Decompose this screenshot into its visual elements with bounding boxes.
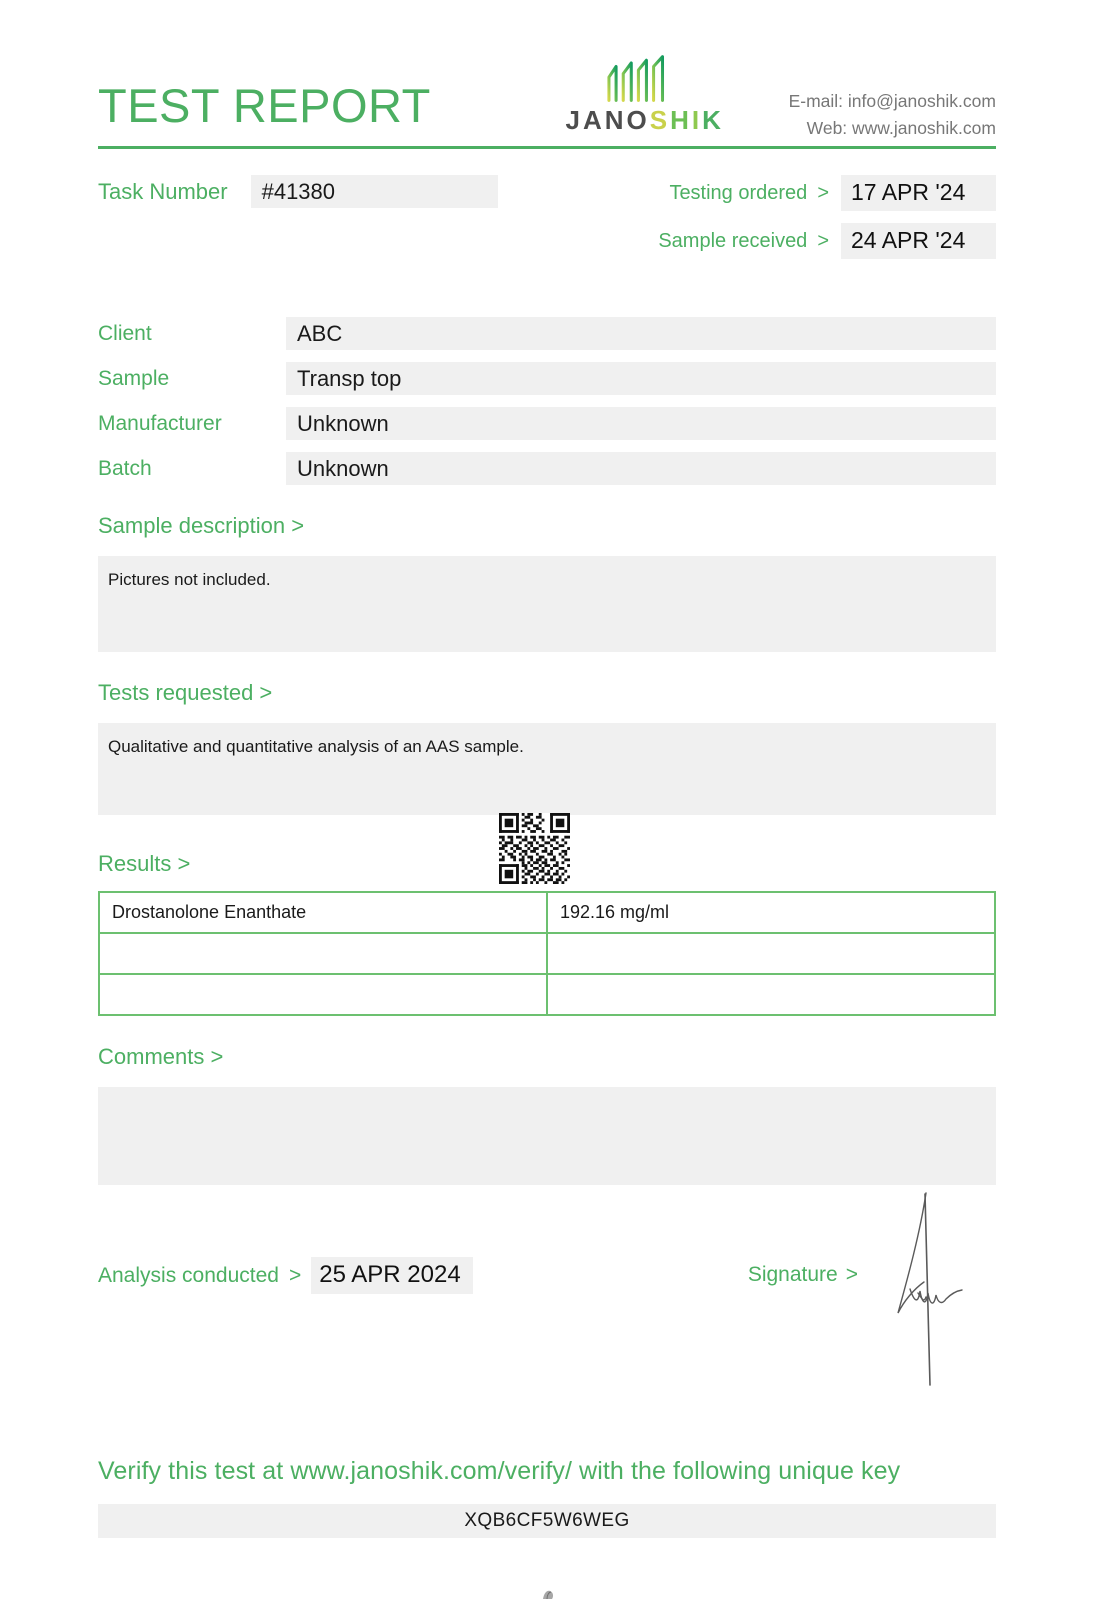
- analysis-conducted-group: [98, 1257, 473, 1294]
- brand-name-dark: JANO: [565, 105, 650, 135]
- testing-ordered-label: Testing ordered: [669, 181, 808, 204]
- task-summary: [98, 175, 996, 259]
- result-substance: [99, 933, 547, 974]
- task-number-value: #41380: [251, 175, 498, 208]
- qr-code-icon: [499, 813, 570, 884]
- results-heading-row: [98, 841, 996, 887]
- caret-icon: >: [288, 1263, 302, 1287]
- contact-info: [789, 88, 996, 141]
- table-row: [99, 933, 995, 974]
- testing-ordered-row: [658, 175, 996, 211]
- brand-name-k: K: [702, 105, 724, 135]
- signature-group: [748, 1257, 978, 1395]
- tests-requested-heading: Tests requested >: [98, 680, 273, 705]
- result-amount: [547, 933, 995, 974]
- sample-description-body: Pictures not included.: [98, 556, 996, 652]
- testing-ordered-value: 17 APR '24: [841, 175, 996, 211]
- client-label: Client: [98, 321, 152, 345]
- brand-name: [566, 107, 724, 133]
- task-number-group: [98, 175, 498, 208]
- signature-image: [868, 1185, 978, 1395]
- date-group: [658, 175, 996, 259]
- result-substance: Drostanolone Enanthate: [99, 892, 547, 933]
- signature-label: Signature: [747, 1263, 838, 1286]
- comments-body: [98, 1087, 996, 1185]
- brand-name-s: S: [649, 105, 671, 135]
- result-amount: [547, 974, 995, 1015]
- caret-icon: >: [817, 181, 829, 204]
- info-row-batch: [98, 452, 996, 485]
- results-section: [98, 841, 996, 1016]
- sample-value: Transp top: [286, 362, 996, 395]
- page-title: TEST REPORT: [98, 79, 431, 132]
- table-row: [99, 974, 995, 1015]
- sample-label: Sample: [98, 366, 170, 390]
- caret-icon: >: [845, 1263, 858, 1286]
- result-amount: 192.16 mg/ml: [547, 892, 995, 933]
- analysis-conducted-label: Analysis conducted: [98, 1263, 279, 1287]
- sample-received-row: [658, 223, 996, 259]
- info-row-manufacturer: [98, 407, 996, 440]
- sample-received-label: Sample received: [658, 229, 808, 252]
- contact-email: E-mail: info@janoshik.com: [788, 91, 996, 111]
- table-row: [99, 892, 995, 933]
- results-heading: Results >: [98, 851, 191, 876]
- brand-name-i: I: [691, 105, 703, 135]
- comments-heading: Comments >: [98, 1044, 224, 1069]
- comments-section: [98, 1044, 996, 1185]
- bar-chart-logo-icon: [600, 54, 689, 104]
- unique-key-value: XQB6CF5W6WEG: [98, 1504, 996, 1538]
- client-value: ABC: [286, 317, 996, 350]
- page-bottom-mark: [534, 1586, 560, 1600]
- brand-name-h: H: [670, 105, 692, 135]
- task-number-label: Task Number: [98, 178, 228, 204]
- manufacturer-label: Manufacturer: [98, 411, 222, 435]
- analysis-conducted-value: 25 APR 2024: [311, 1257, 472, 1294]
- results-table: [98, 891, 996, 1016]
- caret-icon: >: [817, 229, 829, 252]
- tests-requested-section: [98, 680, 996, 815]
- contact-web: Web: www.janoshik.com: [806, 117, 996, 138]
- verify-text: Verify this test at www.janoshik.com/verify/ with the following unique key: [98, 1457, 901, 1485]
- batch-value: Unknown: [286, 452, 996, 485]
- report-header: [98, 0, 996, 138]
- info-row-sample: [98, 362, 996, 395]
- sample-received-value: 24 APR '24: [841, 223, 996, 259]
- manufacturer-value: Unknown: [286, 407, 996, 440]
- info-row-client: [98, 317, 996, 350]
- result-substance: [99, 974, 547, 1015]
- sample-description-section: [98, 513, 996, 652]
- sample-info-block: [98, 317, 996, 485]
- tests-requested-body: Qualitative and quantitative analysis of an AAS sample.: [98, 723, 996, 815]
- header-divider: [98, 146, 996, 149]
- batch-label: Batch: [98, 456, 152, 480]
- analysis-signature-row: [98, 1257, 996, 1395]
- brand-logo: [566, 54, 724, 133]
- sample-description-heading: Sample description >: [98, 513, 305, 538]
